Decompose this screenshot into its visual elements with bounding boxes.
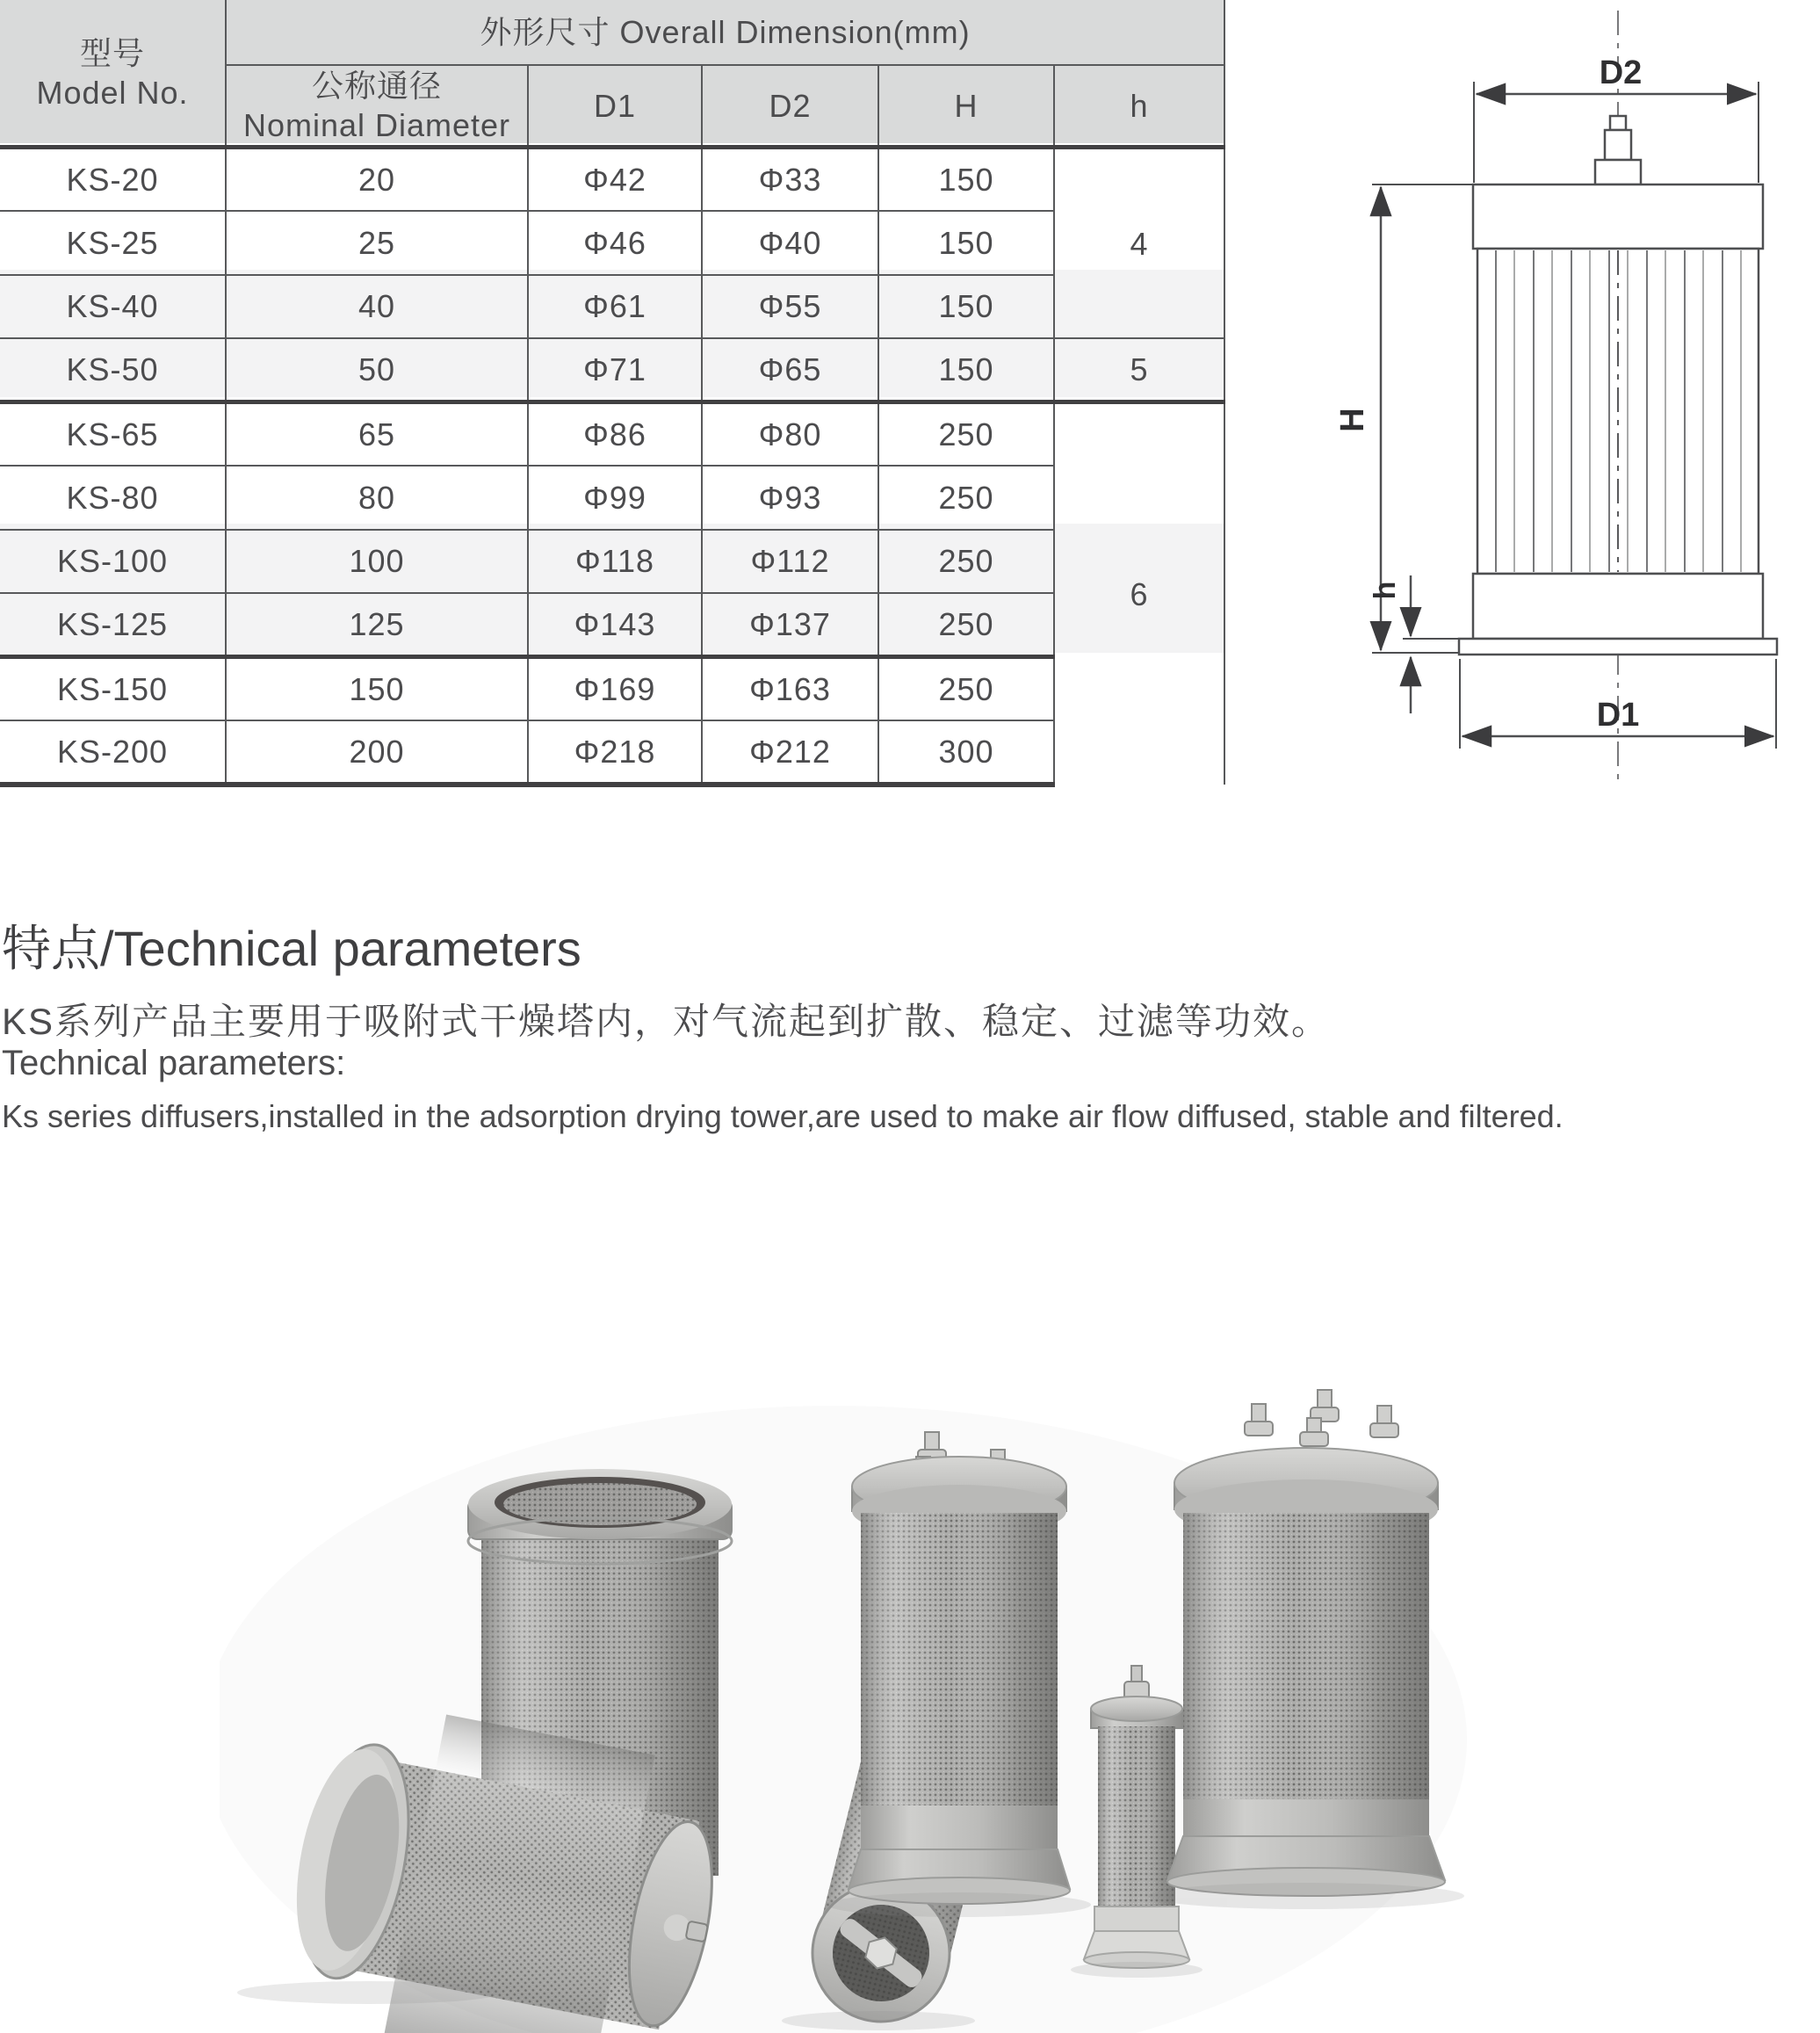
header-d1: D1 (528, 65, 702, 148)
cell-nd: 80 (226, 466, 528, 530)
cell-model: KS-100 (0, 530, 226, 594)
table-row (0, 466, 1224, 530)
header-model (0, 0, 226, 148)
cell-d2: Φ40 (702, 211, 878, 275)
H-label: H (1334, 408, 1371, 432)
table-row (0, 275, 1224, 339)
cell-model: KS-40 (0, 275, 226, 339)
cell-model: KS-150 (0, 657, 226, 721)
cell-H: 150 (878, 338, 1054, 402)
d1-label: D1 (1596, 697, 1640, 734)
table-row (0, 720, 1224, 785)
cell-h-group-6: 6 (1054, 402, 1224, 785)
cell-model: KS-200 (0, 720, 226, 785)
cell-d2: Φ112 (702, 530, 878, 594)
cell-d1: Φ61 (528, 275, 702, 339)
header-nominal-en: Nominal Diameter (242, 107, 511, 143)
cell-d1: Φ169 (528, 657, 702, 721)
cell-d1: Φ42 (528, 148, 702, 212)
h-label: h (1369, 581, 1402, 600)
table-row (0, 338, 1224, 402)
cell-nd: 65 (226, 402, 528, 467)
cell-model: KS-20 (66, 162, 159, 198)
header-nominal-zh: 公称通径 (311, 68, 442, 104)
cell-H: 250 (878, 530, 1054, 594)
cell-d2: Φ33 (702, 148, 878, 212)
header-H: H (878, 65, 1054, 148)
header-model-en: Model No. (36, 74, 189, 111)
table-row (0, 211, 1224, 275)
cell-d2: Φ55 (702, 275, 878, 339)
table-row (0, 530, 1224, 594)
cell-nd: 150 (226, 657, 528, 721)
table-row (0, 657, 1224, 721)
header-d2: D2 (702, 65, 878, 148)
cell-nd: 20 (226, 148, 528, 212)
cell-d2: Φ137 (702, 593, 878, 657)
drawing-top-flange (1473, 184, 1763, 249)
cell-H: 250 (878, 593, 1054, 657)
header-h: h (1054, 65, 1224, 148)
cell-d2: Φ65 (702, 338, 878, 402)
cylinder-capped-middle (849, 1432, 1070, 1904)
cylinder-capped-right (1167, 1390, 1445, 1896)
cell-nd: 100 (226, 530, 528, 594)
spec-table (0, 0, 1225, 787)
cell-nd: 25 (226, 211, 528, 275)
cell-model: KS-80 (0, 466, 226, 530)
cell-H: 150 (878, 211, 1054, 275)
cell-model: KS-125 (0, 593, 226, 657)
cell-model: KS-25 (0, 211, 226, 275)
cell-d1: Φ71 (528, 338, 702, 402)
header-model-zh: 型号 (79, 34, 145, 71)
table-row (0, 593, 1224, 657)
cell-d1: Φ218 (528, 720, 702, 785)
cell-nd: 50 (226, 338, 528, 402)
dimension-drawing (1291, 0, 1820, 791)
d2-label: D2 (1599, 54, 1643, 91)
cell-h-group-5: 5 (1054, 338, 1224, 402)
cell-d1: Φ46 (528, 211, 702, 275)
cylinder-small (1084, 1666, 1189, 1968)
cell-H: 250 (878, 402, 1054, 467)
cell-nd: 200 (226, 720, 528, 785)
dimension-table (0, 0, 1224, 784)
header-nominal (226, 65, 528, 148)
cell-d1: Φ143 (528, 593, 702, 657)
table-row (0, 148, 1224, 212)
cell-d2: Φ80 (702, 402, 878, 467)
cell-H: 250 (878, 466, 1054, 530)
cell-model: KS-65 (0, 402, 226, 467)
paragraph-cn: KS系列产品主要用于吸附式干燥塔内，对气流起到扩散、稳定、过滤等功效。 (2, 1001, 1331, 1042)
cell-H: 250 (878, 657, 1054, 721)
section-heading: 特点/Technical parameters (2, 921, 581, 976)
drawing-base-flange (1459, 639, 1777, 655)
cell-model: KS-50 (0, 338, 226, 402)
cell-d2: Φ163 (702, 657, 878, 721)
cell-d1: Φ99 (528, 466, 702, 530)
cell-H: 300 (878, 720, 1054, 785)
header-overall: 外形尺寸 Overall Dimension(mm) (226, 0, 1224, 65)
cell-d1: Φ118 (528, 530, 702, 594)
cell-nd: 40 (226, 275, 528, 339)
paragraph-subtitle: Technical parameters: (2, 1044, 346, 1082)
cell-nd: 125 (226, 593, 528, 657)
drawing-bottom-collar (1473, 574, 1763, 639)
product-photo (220, 1371, 1537, 2033)
cell-d1: Φ86 (528, 402, 702, 467)
cell-h-group-4: 4 (1054, 148, 1224, 339)
cell-H: 150 (878, 275, 1054, 339)
cell-H: 150 (878, 148, 1054, 212)
cell-d2: Φ93 (702, 466, 878, 530)
cell-d2: Φ212 (702, 720, 878, 785)
paragraph-en: Ks series diffusers,installed in the adsorption drying tower,are used to make air flow diffused, stable and filtered. (2, 1098, 1564, 1134)
table-row (0, 402, 1224, 467)
